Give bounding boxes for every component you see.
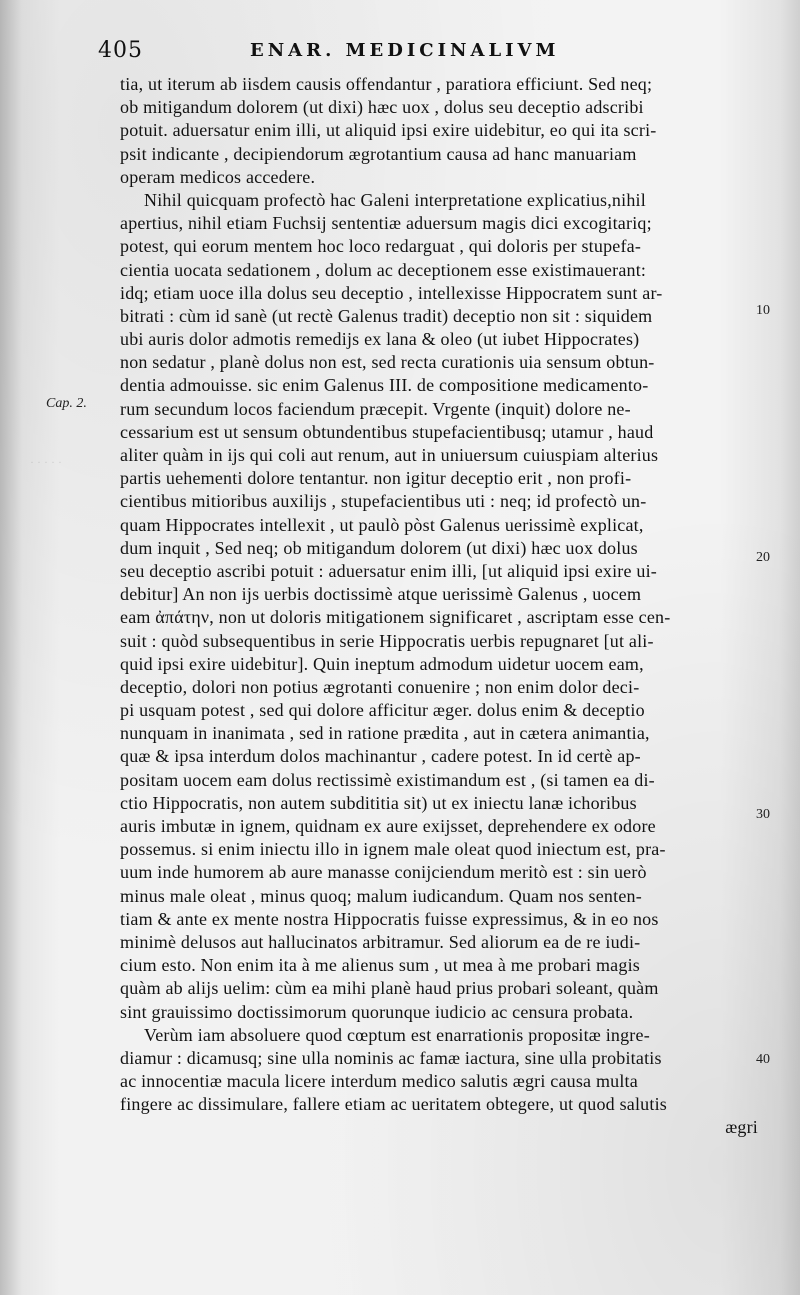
text-line: dum inquit , Sed neq; ob mitigandum dolorem (ut dixi) hæc uox dolus: [120, 537, 638, 558]
page-number: 405: [98, 38, 143, 63]
text-line: quam Hippocrates intellexit , ut paulò pòst Galenus uerissimè explicat,: [120, 514, 644, 535]
text-line: Verùm iam absoluere quod cœptum est enarrationis propositæ ingre-: [144, 1024, 650, 1045]
line-number-40: 40: [756, 1052, 770, 1067]
text-line: deceptio, dolori non potius ægrotanti conuenire ; non enim dolor deci-: [120, 676, 640, 697]
text-line: cientibus mitioribus auxilijs , stupefacientibus uti : neq; id profectò un-: [120, 491, 647, 512]
text-line: potest, qui eorum mentem hoc loco redarguat , qui doloris per stupefa-: [120, 236, 642, 257]
text-line: ob mitigandum dolorem (ut dixi) hæc uox , dolus seu deceptio adscribi: [120, 97, 644, 118]
text-line: tiam & ante ex mente nostra Hippocratis fuisse expressimus, & in eo nos: [120, 908, 659, 929]
text-line: cium esto. Non enim ita à me alienus sum , ut mea à me probari magis: [120, 955, 640, 976]
text-line: dentia admouisse. sic enim Galenus III. de compositione medicamento-: [120, 375, 649, 396]
text-line: sint grauissimo doctissimorum quorunque iudicio ac censura probata.: [120, 1001, 634, 1022]
text-line: diamur : dicamusq; sine ulla nominis ac famæ iactura, sine ulla probitatis: [120, 1047, 662, 1068]
text-line: operam medicos accedere.: [120, 166, 316, 187]
page-header: [98, 38, 698, 66]
text-line: positam uocem eam dolus rectissimè existimandum est , (si tamen ea di-: [120, 769, 655, 790]
line-number-30: 30: [756, 807, 770, 822]
margin-note-chapter: Cap. 2.: [46, 396, 87, 411]
text-line: uum inde humorem ab aure manasse conijciendum meritò est : sin uerò: [120, 862, 647, 883]
text-line: idq; etiam uoce illa dolus seu deceptio , intellexisse Hippocratem sunt ar-: [120, 282, 663, 303]
text-line: ægri: [725, 1117, 758, 1138]
line-number-10: 10: [756, 303, 770, 318]
text-line: cessarium est ut sensum obtundentibus stupefacientibusq; utamur , haud: [120, 421, 654, 442]
text-line: bitrati : cùm id sanè (ut rectè Galenus tradit) deceptio non sit : siquidem: [120, 305, 653, 326]
body-text: [120, 73, 780, 1140]
text-line: partis uehementi dolore tentantur. non igitur deceptio erit , non profi-: [120, 468, 632, 489]
show-through-text: · · · · ·: [30, 455, 62, 469]
text-line: aliter quàm in ijs qui coli aut renum, aut in uniuersum cuiuspiam alterius: [120, 445, 659, 465]
text-line: cientia uocata sedationem , dolum ac deceptionem esse existimauerant:: [120, 259, 647, 280]
text-line: minimè delusos aut hallucinatos arbitramur. Sed aliorum ea de re iudi-: [120, 931, 641, 952]
line-number-20: 20: [756, 550, 770, 565]
text-line: ac innocentiæ macula licere interdum medico salutis ægri causa multa: [120, 1071, 638, 1092]
text-line: eam ἀπάτην, non ut doloris mitigationem significaret , ascriptam esse cen-: [120, 607, 671, 628]
text-line: quid ipsi exire uidebitur]. Quin ineptum admodum uidetur uocem eam,: [120, 653, 644, 674]
text-line: nunquam in inanimata , sed in ratione prædita , aut in cætera animantia,: [120, 723, 650, 744]
text-line: ubi auris dolor admotis remedijs ex lana & oleo (ut iubet Hippocrates): [120, 329, 640, 350]
text-line: tia, ut iterum ab iisdem causis offendantur , paratiora efficiunt. Sed neq;: [120, 74, 653, 94]
text-line: auris imbutæ in ignem, quidnam ex aure exijsset, deprehendere ex odore: [120, 816, 656, 836]
text-line: quæ & ipsa interdum dolos machinantur , cadere potest. In id certè ap-: [120, 746, 641, 767]
text-line: rum secundum locos faciendum præcepit. Vrgente (inquit) dolore ne-: [120, 398, 631, 419]
text-line: suit : quòd subsequentibus in serie Hippocratis uerbis repugnaret [ut ali-: [120, 630, 654, 651]
text-line: ctio Hippocratis, non autem subdititia sit) ut ex iniectu lanæ ichoribus: [120, 792, 637, 813]
text-line: quàm ab alijs uelim: cùm ea mihi planè haud prius probari soleant, quàm: [120, 978, 659, 999]
text-line: psit indicante , decipiendorum ægrotantium causa ad hanc manuariam: [120, 143, 637, 164]
text-line: seu deceptio ascribi potuit : aduersatur enim illi, [ut aliquid ipsi exire ui-: [120, 560, 657, 581]
text-line: potuit. aduersatur enim illi, ut aliquid ipsi exire uidebitur, eo qui ita scri-: [120, 120, 657, 141]
text-line: fingere ac dissimulare, fallere etiam ac ueritatem obtegere, ut quod salutis: [120, 1094, 667, 1115]
text-line: possemus. si enim iniectu illo in ignem male oleat quod iniectum est, pra-: [120, 839, 666, 860]
text-line: minus male oleat , minus quoq; malum iudicandum. Quam nos senten-: [120, 885, 642, 906]
running-title: ENAR. MEDICINALIVM: [250, 40, 560, 61]
text-line: non sedatur , planè dolus non est, sed recta curationis uia sensum obtun-: [120, 352, 655, 373]
text-line: Nihil quicquam profectò hac Galeni interpretatione explicatius,nihil: [144, 189, 646, 210]
text-line: apertius, nihil etiam Fuchsij sententiæ aduersum magis dici excogitariq;: [120, 213, 652, 234]
text-line: pi usquam potest , sed qui dolore afficitur æger. dolus enim & deceptio: [120, 700, 645, 721]
text-line: debitur] An non ijs uerbis doctissimè atque uerissimè Galenus , uocem: [120, 584, 642, 605]
